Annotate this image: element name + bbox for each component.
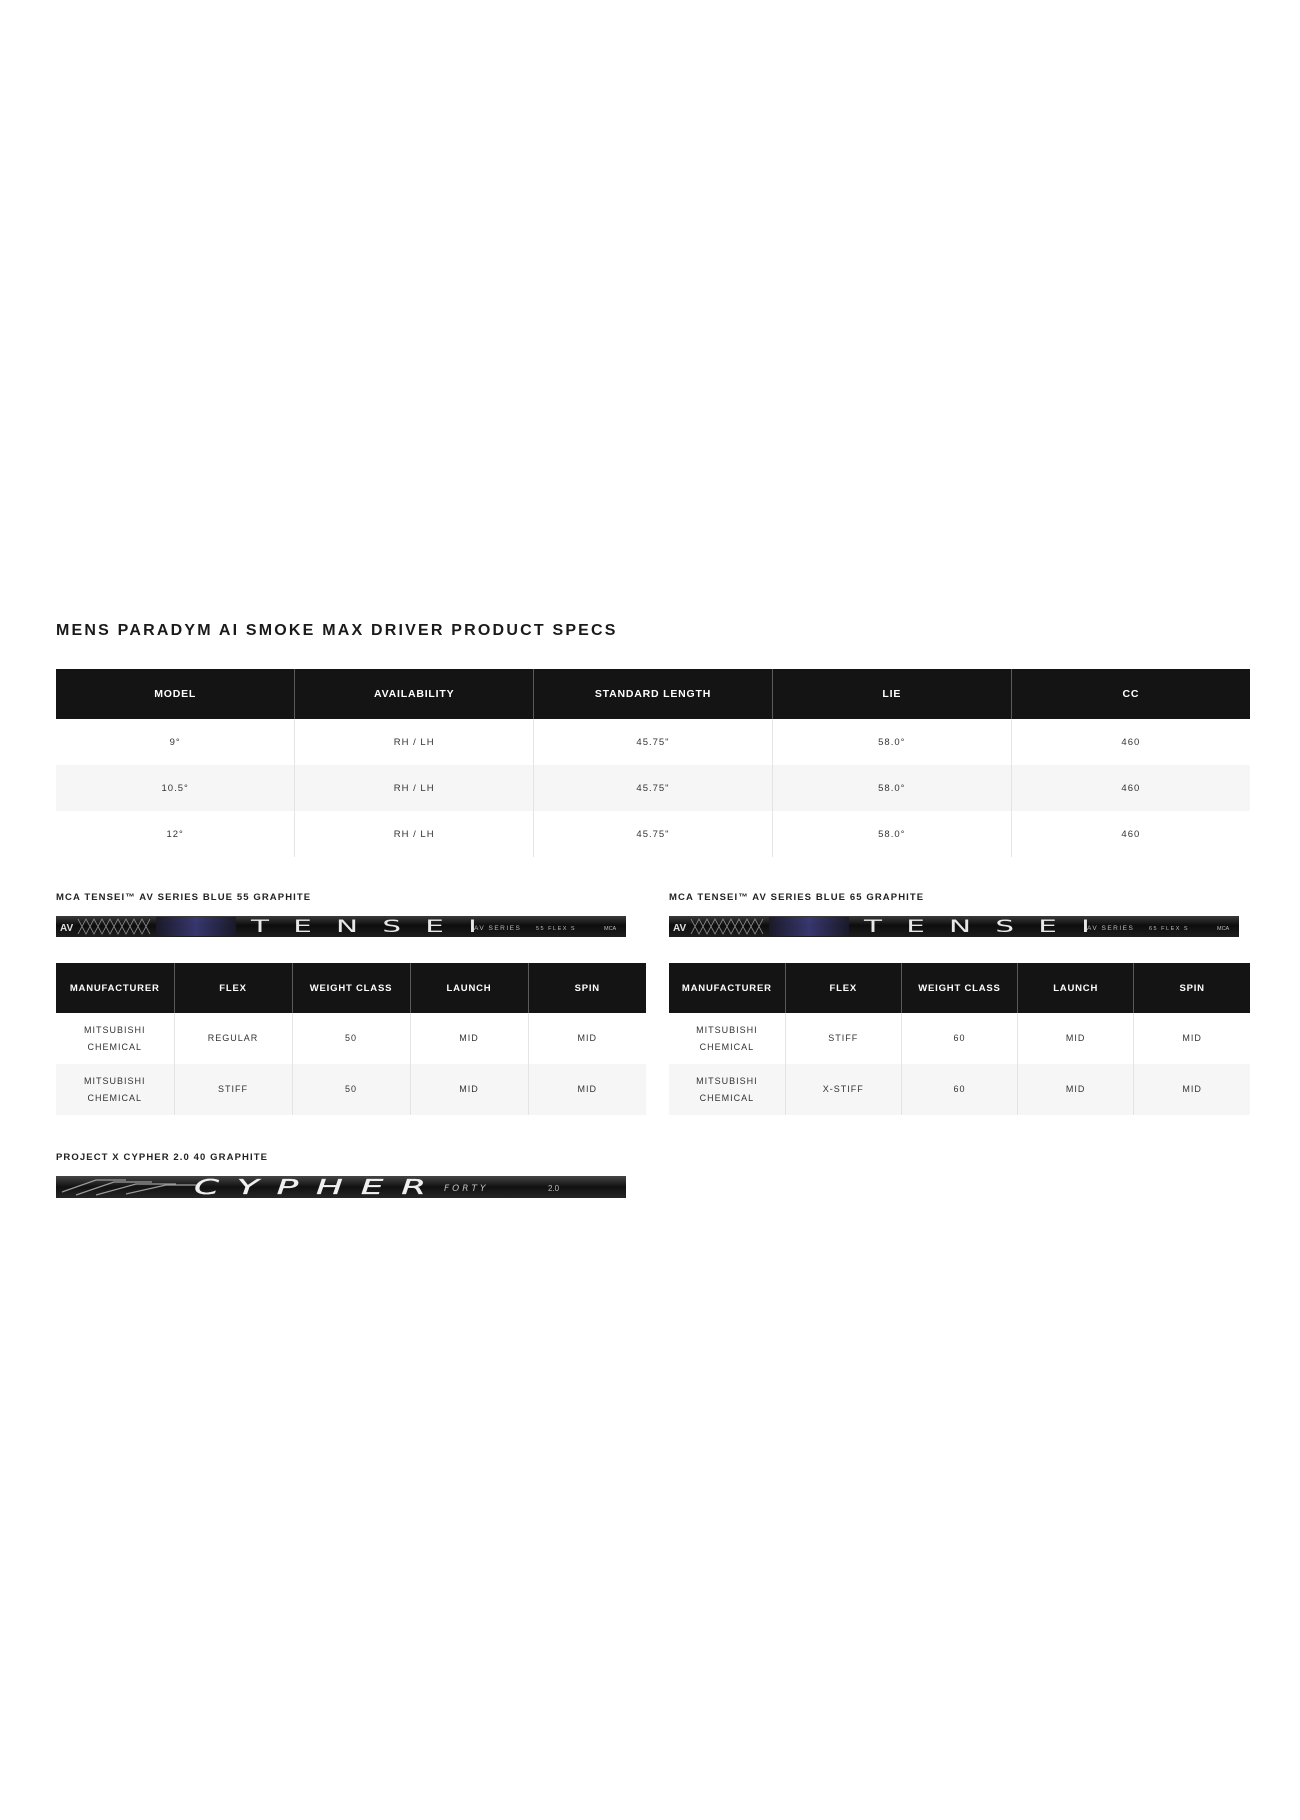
table-row <box>669 1064 1250 1115</box>
cypher-shaft-image <box>56 1176 626 1198</box>
column-header: CC <box>1011 669 1250 719</box>
table-cell: REGULAR <box>174 1013 292 1064</box>
column-header: MODEL <box>56 669 295 719</box>
table-row <box>669 1013 1250 1064</box>
column-header: SPIN <box>1134 963 1250 1013</box>
tensei-shaft-image <box>56 916 626 937</box>
table-cell: 50 <box>292 1064 410 1115</box>
column-header: LIE <box>772 669 1011 719</box>
table-cell: 60 <box>901 1064 1017 1115</box>
column-header: WEIGHT CLASS <box>901 963 1017 1013</box>
table-cell: MID <box>1018 1064 1134 1115</box>
table-cell: 45.75" <box>534 811 773 857</box>
table-cell: 58.0° <box>772 719 1011 765</box>
shaft-maker-mark: MCA <box>1217 926 1230 932</box>
shaft-brand: TENSEI <box>249 917 501 937</box>
table-cell: MITSUBISHI CHEMICAL <box>669 1064 785 1115</box>
column-header: LAUNCH <box>1018 963 1134 1013</box>
shaft-flex-label: 65 FLEX S <box>1149 926 1190 932</box>
shaft-sub: FORTY <box>444 1184 489 1194</box>
table-cell: 12° <box>56 811 295 857</box>
table-cell: 9° <box>56 719 295 765</box>
table-cell: 460 <box>1121 828 1141 840</box>
shaft-brand: CYPHER <box>194 1176 444 1198</box>
table-cell: MID <box>410 1064 528 1115</box>
column-header: AVAILABILITY <box>295 669 534 719</box>
shaft-brand: TENSEI <box>862 917 1114 937</box>
table-cell: 460 <box>1121 736 1141 748</box>
column-header: WEIGHT CLASS <box>292 963 410 1013</box>
table-header-row <box>56 669 1250 719</box>
shaft-title: MCA TENSEI™ AV SERIES BLUE 55 GRAPHITE <box>56 892 312 903</box>
shaft-flex-label: 55 FLEX S <box>536 926 577 932</box>
table-cell: 10.5° <box>56 765 295 811</box>
table-cell: 45.75" <box>534 765 773 811</box>
column-header: SPIN <box>528 963 646 1013</box>
column-header: MANUFACTURER <box>56 963 174 1013</box>
table-cell: MID <box>528 1064 646 1115</box>
shaft-title: MCA TENSEI™ AV SERIES BLUE 65 GRAPHITE <box>669 892 925 903</box>
column-header: FLEX <box>174 963 292 1013</box>
table-cell: 50 <box>292 1013 410 1064</box>
table-cell: 58.0° <box>772 811 1011 857</box>
tensei-shaft-image <box>669 916 1239 937</box>
table-row <box>56 719 1250 765</box>
table-cell: MID <box>1134 1064 1250 1115</box>
shaft-spec-table <box>669 963 1250 1115</box>
table-cell: MITSUBISHI CHEMICAL <box>669 1013 785 1064</box>
shaft-mark: 2.0 <box>548 1184 560 1193</box>
table-cell: RH / LH <box>295 811 534 857</box>
shaft-badge: AV <box>60 923 74 934</box>
column-header: MANUFACTURER <box>669 963 785 1013</box>
column-header: FLEX <box>785 963 901 1013</box>
table-cell: 60 <box>901 1013 1017 1064</box>
page-title: MENS PARADYM AI SMOKE MAX DRIVER PRODUCT SPECS <box>56 622 618 639</box>
shaft-maker-mark: MCA <box>604 926 617 932</box>
product-specs-table <box>56 669 1250 857</box>
table-row <box>56 811 1250 857</box>
table-cell: STIFF <box>174 1064 292 1115</box>
shaft-spec-table <box>56 963 646 1115</box>
table-cell: MID <box>1018 1013 1134 1064</box>
table-header-row <box>669 963 1250 1013</box>
table-row <box>56 1064 646 1115</box>
table-cell: STIFF <box>785 1013 901 1064</box>
table-cell: MITSUBISHI CHEMICAL <box>56 1064 174 1115</box>
table-cell: MID <box>410 1013 528 1064</box>
table-cell: MID <box>1182 1033 1202 1043</box>
table-cell: RH / LH <box>295 765 534 811</box>
table-cell: 45.75" <box>534 719 773 765</box>
table-row <box>56 1013 646 1064</box>
table-row <box>56 765 1250 811</box>
table-cell: 58.0° <box>772 765 1011 811</box>
shaft-title: PROJECT X CYPHER 2.0 40 GRAPHITE <box>56 1152 269 1163</box>
column-header: STANDARD LENGTH <box>534 669 773 719</box>
table-cell: RH / LH <box>295 719 534 765</box>
table-header-row <box>56 963 646 1013</box>
table-cell: 460 <box>1011 765 1250 811</box>
table-cell: MITSUBISHI CHEMICAL <box>56 1013 174 1064</box>
column-header: LAUNCH <box>410 963 528 1013</box>
shaft-series: AV SERIES <box>1087 925 1135 932</box>
table-cell: MID <box>577 1033 597 1043</box>
shaft-series: AV SERIES <box>474 925 522 932</box>
table-cell: X-STIFF <box>785 1064 901 1115</box>
shaft-badge: AV <box>673 923 687 934</box>
